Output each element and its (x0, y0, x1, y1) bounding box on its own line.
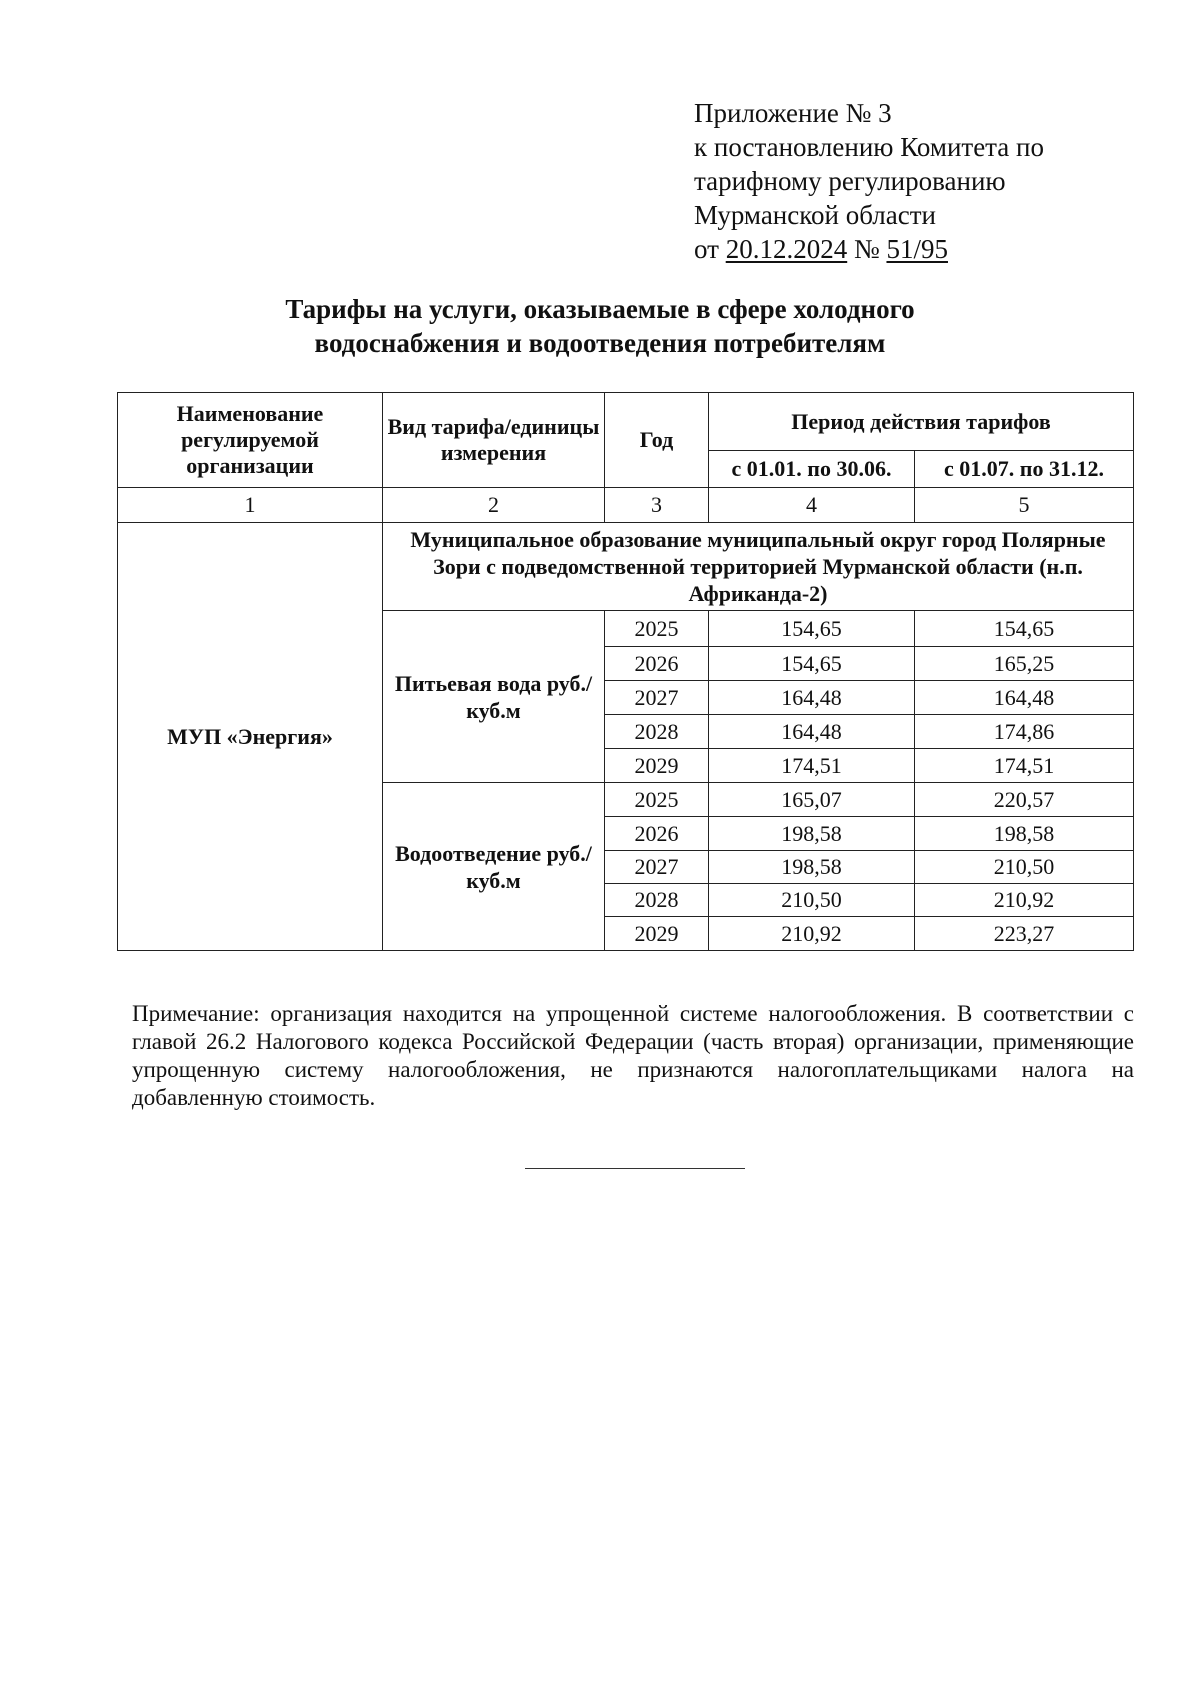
title-line: водоснабжения и водоотведения потребителям (314, 328, 886, 358)
tariff-table (117, 392, 1134, 951)
header-org: Наименование регулируемой организации (118, 393, 383, 488)
separator-line (525, 1168, 745, 1169)
year-cell: 2026 (605, 647, 709, 681)
tariff-cell: 174,51 (709, 749, 915, 783)
tariff-cell: 223,27 (915, 917, 1134, 951)
column-number: 4 (709, 488, 915, 523)
year-cell: 2027 (605, 851, 709, 884)
appendix-date-line (694, 232, 1044, 266)
header-period-first-half: с 01.01. по 30.06. (709, 451, 915, 488)
column-number: 2 (383, 488, 605, 523)
tariff-cell: 210,50 (709, 884, 915, 917)
column-number: 5 (915, 488, 1134, 523)
tariff-cell: 154,65 (709, 611, 915, 647)
title-line: Тарифы на услуги, оказываемые в сфере холодного (285, 294, 915, 324)
tariff-kind-drinking-water: Питьевая вода руб./куб.м (383, 611, 605, 783)
appendix-line: Мурманской области (694, 200, 936, 230)
tariff-kind-wastewater: Водоотведение руб./куб.м (383, 783, 605, 951)
tariff-cell: 154,65 (709, 647, 915, 681)
tariff-cell: 198,58 (709, 817, 915, 851)
year-cell: 2029 (605, 917, 709, 951)
header-kind: Вид тарифа/единицы измерения (383, 393, 605, 488)
tariff-cell: 164,48 (709, 681, 915, 715)
header-year: Год (605, 393, 709, 488)
year-cell: 2025 (605, 611, 709, 647)
year-cell: 2028 (605, 715, 709, 749)
appendix-line: к постановлению Комитета по (694, 132, 1044, 162)
appendix-line: Приложение № 3 (694, 98, 892, 128)
appendix-line: тарифному регулированию (694, 166, 1006, 196)
header-period-second-half: с 01.07. по 31.12. (915, 451, 1134, 488)
tariff-cell: 174,51 (915, 749, 1134, 783)
year-cell: 2028 (605, 884, 709, 917)
year-cell: 2025 (605, 783, 709, 817)
column-number: 1 (118, 488, 383, 523)
decree-number: 51/95 (886, 234, 948, 264)
tariff-cell: 198,58 (709, 851, 915, 884)
tariff-cell: 210,92 (709, 917, 915, 951)
tariff-cell: 165,25 (915, 647, 1134, 681)
tariff-cell: 220,57 (915, 783, 1134, 817)
tax-note: Примечание: организация находится на упрощенной системе налогообложения. В соответствии с главой 26.2 Налогового кодекса Российской Федерации (часть вторая) организации, применяющие упрощенную систему налогообложения, не признаются налогоплательщиками налога на добавленную стоимость. (132, 1001, 1134, 1110)
tariff-cell: 164,48 (915, 681, 1134, 715)
tariff-cell: 210,50 (915, 851, 1134, 884)
document-title (0, 292, 1200, 360)
decree-date: 20.12.2024 (725, 234, 848, 264)
number-prefix: № (847, 234, 887, 264)
tariff-cell: 210,92 (915, 884, 1134, 917)
date-prefix: от (694, 234, 726, 264)
year-cell: 2026 (605, 817, 709, 851)
municipality-name: Муниципальное образование муниципальный округ город Полярные Зори с подведомственной территорией Мурманской области (н.п. Африканда-2) (383, 523, 1134, 611)
tariff-cell: 164,48 (709, 715, 915, 749)
year-cell: 2029 (605, 749, 709, 783)
tariff-cell: 198,58 (915, 817, 1134, 851)
header-period: Период действия тарифов (709, 393, 1134, 451)
tariff-cell: 165,07 (709, 783, 915, 817)
tariff-cell: 154,65 (915, 611, 1134, 647)
organization-name: МУП «Энергия» (118, 523, 383, 951)
tariff-cell: 174,86 (915, 715, 1134, 749)
year-cell: 2027 (605, 681, 709, 715)
appendix-block (694, 96, 1044, 266)
column-number: 3 (605, 488, 709, 523)
